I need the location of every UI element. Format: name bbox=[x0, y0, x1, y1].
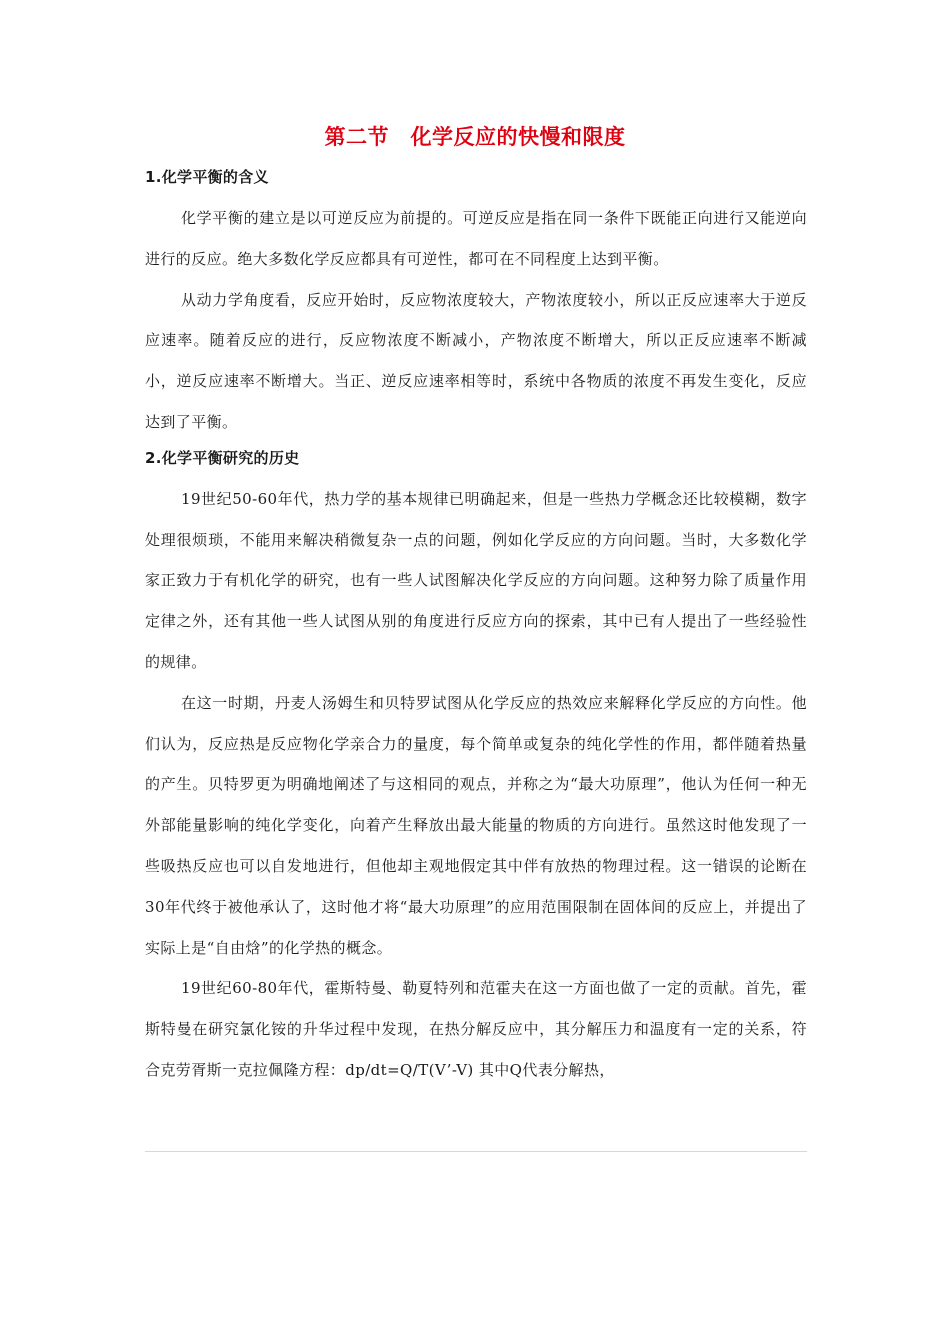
body-paragraph: 19世纪60-80年代，霍斯特曼、勒夏特列和范霍夫在这一方面也做了一定的贡献。首先，霍斯特曼在研究氯化铵的升华过程中发现，在热分解反应中，其分解压力和温度有一定的关系，符合克劳胥斯一克拉佩隆方程：dp/dt=Q/T(V’-V) 其中Q代表分解热， bbox=[145, 979, 807, 1079]
section-heading: 2.化学平衡研究的历史 bbox=[145, 448, 300, 467]
section-1 bbox=[145, 162, 807, 443]
body-paragraph: 从动力学角度看，反应开始时，反应物浓度较大，产物浓度较小，所以正反应速率大于逆反应速率。随着反应的进行，反应物浓度不断减小，产物浓度不断增大，所以正反应速率不断减小，逆反应速率不断增大。当正、逆反应速率相等时，系统中各物质的浓度不再发生变化，反应达到了平衡。 bbox=[145, 290, 807, 431]
body-paragraph: 在这一时期，丹麦人汤姆生和贝特罗试图从化学反应的热效应来解释化学反应的方向性。他们认为，反应热是反应物化学亲合力的量度，每个简单或复杂的纯化学性的作用，都伴随着热量的产生。贝特罗更为明确地阐述了与这相同的观点，并称之为“最大功原理”，他认为任何一种无外部能量影响的纯化学变化，向着产生释放出最大能量的物质的方向进行。虽然这时他发现了一些吸热反应也可以自发地进行，但他却主观地假定其中伴有放热的物理过程。这一错误的论断在30年代终于被他承认了，这时他才将“最大功原理”的应用范围限制在固体间的反应上，并提出了实际上是“自由焓”的化学热的概念。 bbox=[145, 693, 807, 957]
body-paragraph: 19世纪50-60年代，热力学的基本规律已明确起来，但是一些热力学概念还比较模糊，数字处理很烦琐，不能用来解决稍微复杂一点的问题，例如化学反应的方向问题。当时，大多数化学家正致力于有机化学的研究，也有一些人试图解决化学反应的方向问题。这种努力除了质量作用定律之外，还有其他一些人试图从别的角度进行反应方向的探索，其中已有人提出了一些经验性的规律。 bbox=[145, 489, 807, 671]
footer-divider bbox=[145, 1151, 807, 1152]
page-title: 第二节 化学反应的快慢和限度 bbox=[324, 125, 626, 149]
section-heading: 1.化学平衡的含义 bbox=[145, 168, 269, 186]
section-2 bbox=[145, 443, 807, 1091]
body-paragraph: 化学平衡的建立是以可逆反应为前提的。可逆反应是指在同一条件下既能正向进行又能逆向进行的反应。绝大多数化学反应都具有可逆性，都可在不同程度上达到平衡。 bbox=[145, 209, 807, 268]
document-body bbox=[145, 162, 807, 1091]
